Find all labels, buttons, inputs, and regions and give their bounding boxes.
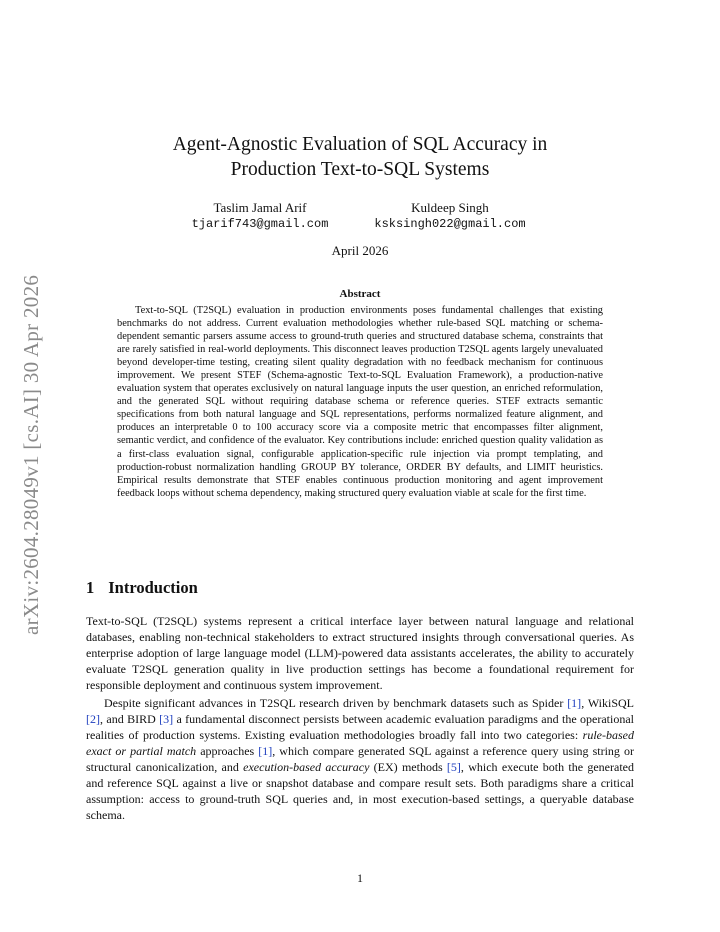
text-run: Despite significant advances in T2SQL research driven by benchmark datasets such as Spider	[104, 696, 568, 710]
intro-paragraph-1: Text-to-SQL (T2SQL) systems represent a critical interface layer between natural language and relational databases, enabling non-technical stakeholders to extract structured insights through conversational queries. As enterprise adoption of large language model (LLM)-powered data assistants accelerates, the ability to accurately evaluate T2SQL generation quality in live production settings has become a foundational requirement for responsible deployment and continuous system improvement.	[86, 614, 634, 692]
arxiv-identifier: arXiv:2604.28049v1 [cs.AI] 30 Apr 2026	[19, 274, 43, 636]
intro-paragraph-2	[86, 695, 634, 823]
author-block	[170, 199, 350, 233]
abstract-body: Text-to-SQL (T2SQL) evaluation in production environments poses fundamental challenges that existing benchmarks do not address. Current evaluation methodologies whether rule-based SQL matching or schema-dependent semantic parsers assume access to ground-truth queries and structured database schema, constraints that are rarely satisfied in real-world deployments. This disconnect leaves production T2SQL agents largely unevaluated beyond developer-time testing, creating silent quality degradation with no feedback mechanism for continuous improvement. We present STEF (Schema-agnostic Text-to-SQL Evaluation Framework), a production-native evaluation system that operates exclusively on natural language inputs the user question, an enriched reformulation, and the generated SQL without requiring database schema or reference queries. STEF extracts semantic specifications from both natural language and SQL representations, performs normalized feature alignment, and produces an interpretable 0 to 100 accuracy score via a composite metric that encompasses filter alignment, semantic verdict, and confidence of the evaluator. Key contributions include: enriched question quality validation as a first-class evaluation signal, configurable application-specific rule injection via prompt templating, and production-robust normalization handling GROUP BY tolerance, ORDER BY defaults, and LIMIT heuristics. Empirical results demonstrate that STEF enables continuous production monitoring and agent improvement feedback loops without schema dependency, making structured query evaluation viable at scale for the first time.	[117, 305, 603, 499]
text-run: , WikiSQL	[581, 696, 634, 710]
text-run: , which compare generated SQL against a reference query using string or structural canonicalization, and	[86, 744, 634, 774]
paper-title	[0, 132, 720, 182]
emphasis: rule-based exact or partial match	[86, 728, 634, 758]
publication-date: April 2026	[331, 243, 389, 258]
author-name: Kuldeep Singh	[411, 200, 489, 215]
text-run: , which execute both the generated and reference SQL against a live or snapshot database and compare result sets. Both paradigms share a critical assumption: access to ground-truth SQL queries and, in most execution-based settings, a queryable database schema.	[86, 760, 634, 822]
title-line-2: Production Text-to-SQL Systems	[230, 159, 490, 180]
text-run: , and BIRD	[100, 712, 160, 726]
citation-link[interactable]: [3]	[159, 712, 174, 726]
citation-link[interactable]: [2]	[86, 712, 100, 726]
author-email: tjarif743@gmail.com	[191, 217, 329, 231]
citation-link[interactable]: [1]	[567, 696, 582, 710]
author-block	[360, 199, 540, 233]
section-number: 1	[86, 578, 95, 597]
abstract-heading: Abstract	[339, 288, 381, 300]
section-title: Introduction	[108, 578, 198, 597]
citation-link[interactable]: [5]	[446, 760, 461, 774]
text-run: approaches	[196, 744, 259, 758]
text-run: a fundamental disconnect persists between academic evaluation paradigms and the operational realities of production systems. Existing evaluation methodologies broadly fall into two categories:	[86, 712, 634, 742]
page-number: 1	[357, 871, 363, 885]
emphasis: execution-based accuracy	[243, 760, 370, 774]
text-run: (EX) methods	[369, 760, 447, 774]
author-email: ksksingh022@gmail.com	[374, 217, 526, 231]
citation-link[interactable]: [1]	[258, 744, 273, 758]
section-heading	[86, 578, 198, 598]
title-line-1: Agent-Agnostic Evaluation of SQL Accuracy in	[172, 134, 548, 155]
author-name: Taslim Jamal Arif	[213, 200, 307, 215]
